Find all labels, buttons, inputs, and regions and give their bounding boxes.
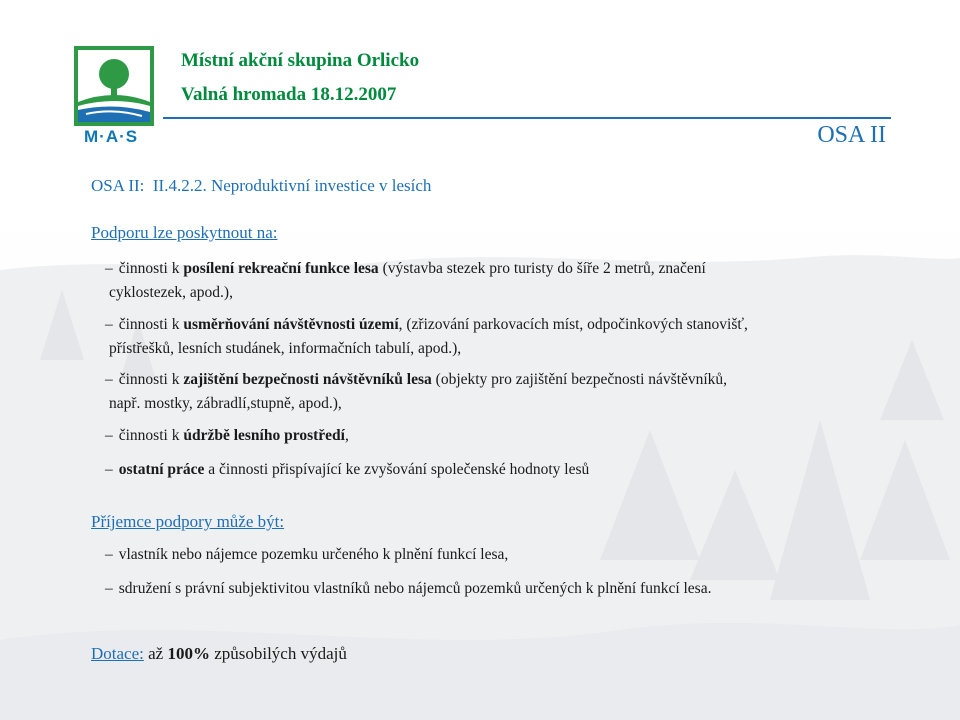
meeting-info: Valná hromada 18.12.2007 xyxy=(181,84,397,105)
organization-name: Místní akční skupina Orlicko xyxy=(181,50,420,71)
support-item: – činnosti k zajištění bezpečnosti návštěvníků lesa (objekty pro zajištění bezpečnosti návštěvníků, např. mostky, zábradlí,stupně, apod.), xyxy=(105,371,728,412)
support-item: – ostatní práce a činnosti přispívající ke zvyšování společenské hodnoty lesů xyxy=(105,461,590,478)
recipient-item: – sdružení s právní subjektivitou vlastníků nebo nájemců pozemků určených k plnění funkcí lesa. xyxy=(105,580,712,597)
recipient-item: – vlastník nebo nájemce pozemku určeného k plnění funkcí lesa, xyxy=(105,546,509,563)
section-label: OSA II xyxy=(817,122,886,148)
title-prefix: OSA II: xyxy=(91,176,145,195)
subsidy-info: Dotace: až 100% způsobilých výdajů xyxy=(91,644,347,663)
subsidy-label: Dotace: xyxy=(91,644,144,663)
support-item: – činnosti k posílení rekreační funkce lesa (výstavba stezek pro turisty do šíře 2 metrů, značení cyklostezek, apod.), xyxy=(105,260,706,301)
logo-text: M·A·S xyxy=(84,127,139,146)
slide-title xyxy=(91,176,431,196)
header-divider xyxy=(163,117,891,119)
support-item: – činnosti k údržbě lesního prostředí, xyxy=(105,427,349,444)
title-text: II.4.2.2. Neproduktivní investice v lesích xyxy=(152,176,432,195)
support-heading: Podporu lze poskytnout na: xyxy=(91,223,278,242)
subsidy-rate: 100% xyxy=(167,644,210,663)
recipient-heading: Příjemce podpory může být: xyxy=(91,512,285,531)
support-item: – činnosti k usměrňování návštěvnosti území, (zřizování parkovacích míst, odpočinkových stanovišť, přístřešků, lesních studánek, informačních tabulí, apod.), xyxy=(105,316,748,357)
